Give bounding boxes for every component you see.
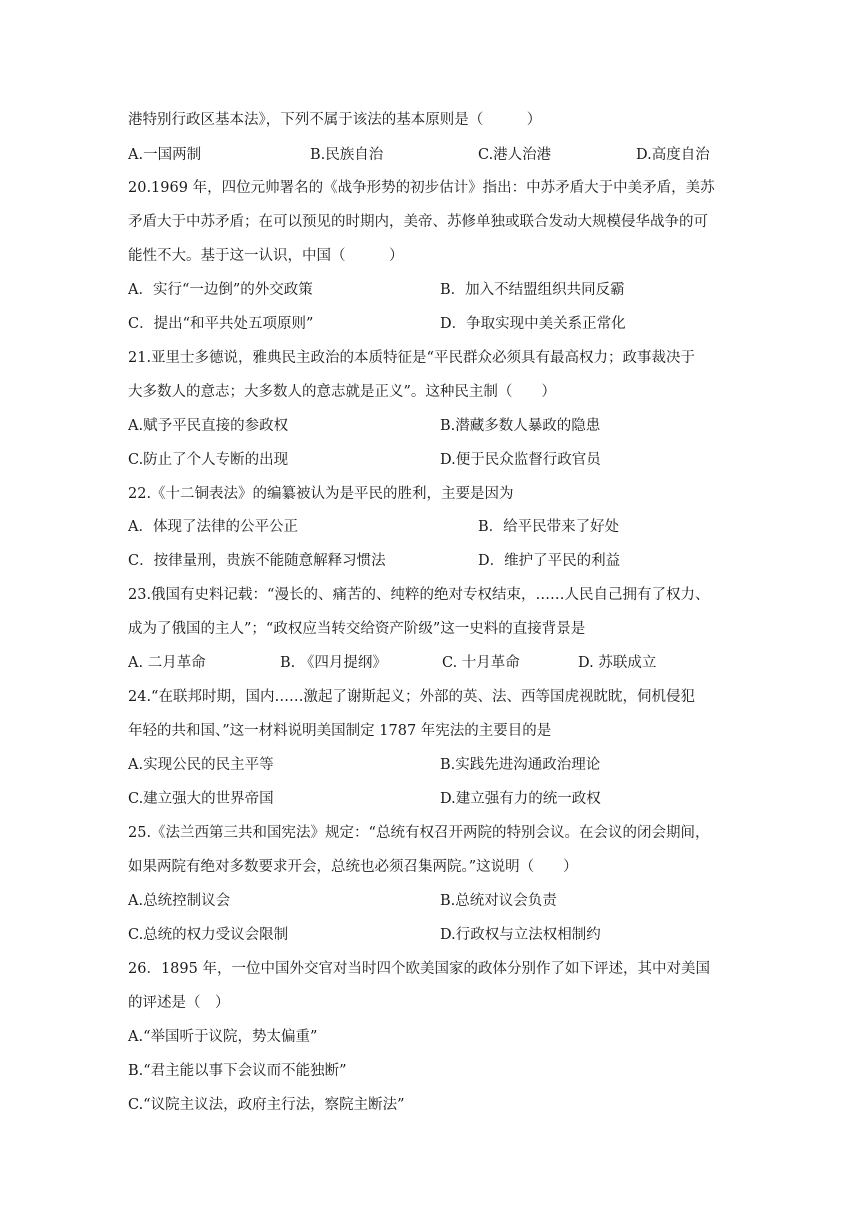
q19-option-b: B.民族自治 bbox=[310, 147, 384, 163]
q26-option-c: C.“议院主议法，政府主行法，察院主断法” bbox=[128, 1097, 405, 1113]
q19-option-d: D.高度自治 bbox=[636, 147, 710, 163]
q26-stem-line-2: 的评述是（ ） bbox=[128, 995, 230, 1011]
q24-option-b: B.实践先进沟通政治理论 bbox=[440, 757, 601, 773]
q21-stem-line-1: 21.亚里士多德说，雅典民主政治的本质特征是“平民群众必须具有最高权力；政事裁决于 bbox=[128, 350, 695, 366]
q20-option-d: D．争取实现中美关系正常化 bbox=[440, 316, 626, 332]
q23-option-d: D. 苏联成立 bbox=[578, 655, 657, 671]
q24-option-c: C.建立强大的世界帝国 bbox=[128, 791, 274, 807]
q25-option-b: B.总统对议会负责 bbox=[440, 893, 557, 909]
q20-option-b: B．加入不结盟组织共同反霸 bbox=[440, 282, 625, 298]
q26-option-b: B.“君主能以事下会议而不能独断” bbox=[128, 1063, 347, 1079]
q24-option-d: D.建立强有力的统一政权 bbox=[440, 791, 601, 807]
q20-stem-line-3: 能性不大。基于这一认识，中国（ ） bbox=[128, 248, 404, 264]
q23-stem-line-2: 成为了俄国的主人”；“政权应当转交给资产阶级”这一史料的直接背景是 bbox=[128, 621, 586, 637]
q25-stem-line-2: 如果两院有绝对多数要求开会，总统也必须召集两院。”这说明（ ） bbox=[128, 859, 578, 875]
q25-option-d: D.行政权与立法权相制约 bbox=[440, 927, 601, 943]
q20-option-a: A．实行“一边倒”的外交政策 bbox=[128, 282, 313, 298]
q22-option-a: A．体现了法律的公平公正 bbox=[128, 519, 298, 535]
q21-option-c: C.防止了个人专断的出现 bbox=[128, 452, 289, 468]
q21-stem-line-2: 大多数人的意志；大多数人的意志就是正义”。这种民主制（ ） bbox=[128, 384, 556, 400]
q19-stem-tail: 港特别行政区基本法》，下列不属于该法的基本原则是（ ） bbox=[128, 112, 542, 128]
q24-stem-line-2: 年轻的共和国、”这一材料说明美国制定 1787 年宪法的主要目的是 bbox=[128, 723, 552, 739]
q25-option-c: C.总统的权力受议会限制 bbox=[128, 927, 289, 943]
q19-option-a: A.一国两制 bbox=[128, 147, 202, 163]
q23-option-c: C. 十月革命 bbox=[442, 655, 520, 671]
q20-option-c: C．提出“和平共处五项原则” bbox=[128, 316, 314, 332]
q24-option-a: A.实现公民的民主平等 bbox=[128, 757, 274, 773]
q22-option-b: B．给平民带来了好处 bbox=[478, 519, 620, 535]
q26-stem-line-1: 26．1895 年，一位中国外交官对当时四个欧美国家的政体分别作了如下评述，其中对美国 bbox=[128, 961, 710, 977]
q20-stem-line-2: 矛盾大于中苏矛盾；在可以预见的时期内，美帝、苏修单独或联合发动大规模侵华战争的可 bbox=[128, 214, 708, 230]
q22-option-c: C．按律量刑，贵族不能随意解释习惯法 bbox=[128, 553, 386, 569]
q25-option-a: A.总统控制议会 bbox=[128, 893, 231, 909]
q21-option-d: D.便于民众监督行政官员 bbox=[440, 452, 601, 468]
q25-stem-line-1: 25.《法兰西第三共和国宪法》规定：“总统有权召开两院的特别会议。在会议的闭会期间， bbox=[128, 825, 710, 841]
q22-option-d: D．维护了平民的利益 bbox=[478, 553, 621, 569]
q23-option-b: B. 《四月提纲》 bbox=[280, 655, 387, 671]
q23-option-a: A. 二月革命 bbox=[128, 655, 206, 671]
q20-stem-line-1: 20.1969 年，四位元帅署名的《战争形势的初步估计》指出：中苏矛盾大于中美矛盾，美苏 bbox=[128, 180, 715, 196]
q21-option-a: A.赋予平民直接的参政权 bbox=[128, 418, 289, 434]
q24-stem-line-1: 24.“在联邦时期，国内……激起了谢斯起义；外部的英、法、西等国虎视眈眈，伺机侵犯 bbox=[128, 689, 695, 705]
q22-stem-line-1: 22.《十二铜表法》的编纂被认为是平民的胜利，主要是因为 bbox=[128, 486, 514, 502]
q26-option-a: A.“举国听于议院，势太偏重” bbox=[128, 1029, 318, 1045]
q19-option-c: C.港人治港 bbox=[478, 147, 552, 163]
q21-option-b: B.潜藏多数人暴政的隐患 bbox=[440, 418, 601, 434]
q23-stem-line-1: 23.俄国有史料记载：“漫长的、痛苦的、纯粹的绝对专权结束，……人民自己拥有了权力、 bbox=[128, 587, 710, 603]
